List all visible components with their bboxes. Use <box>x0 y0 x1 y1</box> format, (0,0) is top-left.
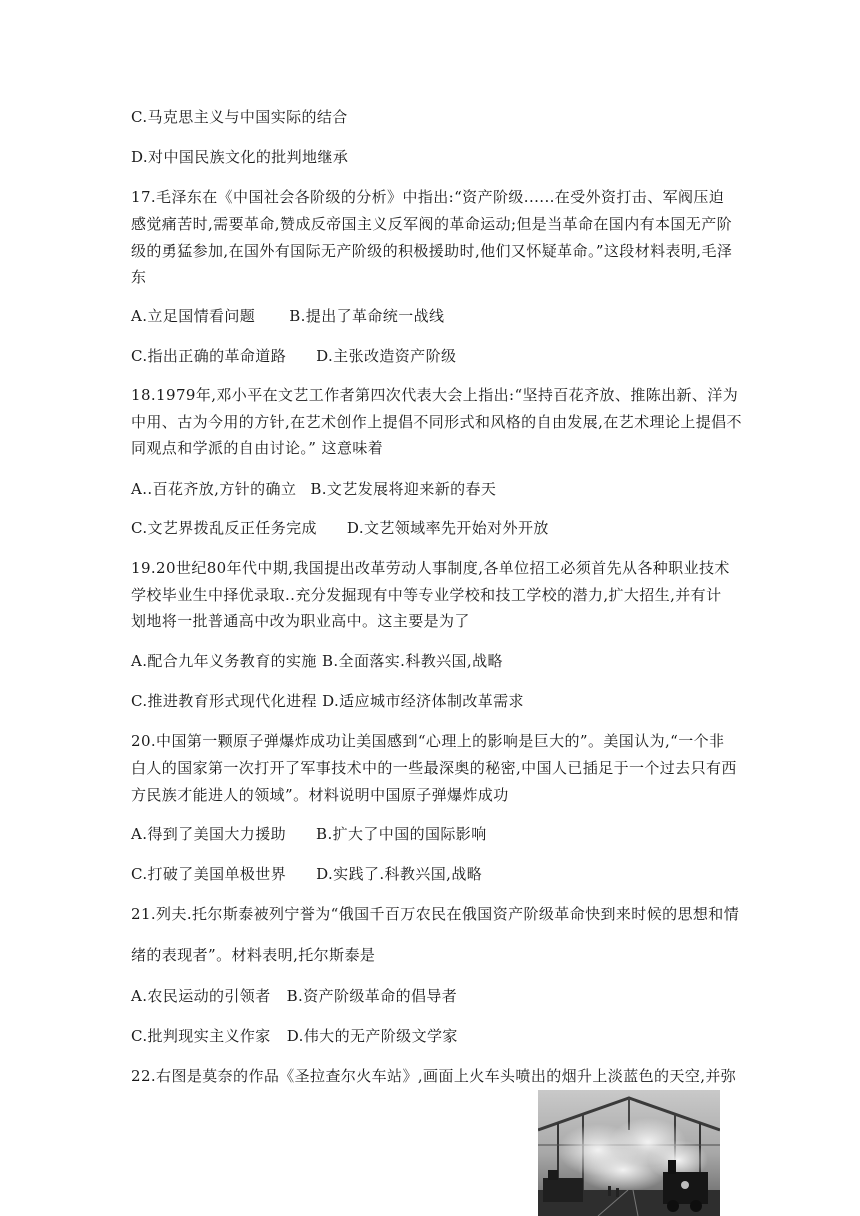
q21-option-c: C.批判现实主义作家 <box>131 1027 271 1045</box>
q19-options-ab: A.配合九年义务教育的实施 B.全面落实.科教兴国,战略 <box>131 652 503 670</box>
q21-option-d: D.伟大的无产阶级文学家 <box>286 1027 458 1045</box>
q17-option-b: B.提出了革命统一战线 <box>289 307 445 325</box>
q18-options-cd <box>131 518 549 538</box>
q21-stem-line-2: 绪的表现者”。材料表明,托尔斯泰是 <box>131 946 376 964</box>
q17-stem-line-2: 感觉痛苦时,需要革命,赞成反帝国主义反军阀的革命运动;但是当革命在国内有本国无产阶 <box>131 215 732 233</box>
q19-stem-line-1: 19.20世纪80年代中期,我国提出改革劳动人事制度,各单位招工必须首先从各种职业技术 <box>131 559 730 577</box>
q18-option-a: A..百花齐放,方针的确立 <box>131 480 297 498</box>
q18-option-c: C.文艺界拨乱反正任务完成 <box>131 519 317 537</box>
q19-stem-line-2: 学校毕业生中择优录取..充分发掘现有中等专业学校和技工学校的潜力,扩大招生,并有计 <box>131 586 722 604</box>
q18-stem-line-3: 同观点和学派的自由讨论。” 这意味着 <box>131 439 384 457</box>
q18-stem-line-1: 18.1979年,邓小平在文艺工作者第四次代表大会上指出:“坚持百花齐放、推陈出新、洋为 <box>131 386 739 404</box>
q17-option-d: D.主张改造资产阶级 <box>316 347 457 365</box>
q20-option-a: A.得到了美国大力援助 <box>131 825 287 843</box>
q19-stem-line-3: 划地将一批普通高中改为职业高中。这主要是为了 <box>131 612 470 630</box>
q20-stem-line-2: 白人的国家第一次打开了军事技术中的一些最深奥的秘密,中国人已插足于一个过去只有西 <box>131 759 737 777</box>
q18-options-ab <box>131 479 496 499</box>
q17-stem-line-4: 东 <box>131 268 147 286</box>
q21-options-ab <box>131 986 457 1006</box>
q20-options-ab <box>131 824 487 844</box>
q17-options-cd <box>131 346 456 366</box>
q20-options-cd <box>131 864 482 884</box>
q17-option-a: A.立足国情看问题 <box>131 307 256 325</box>
q16-option-d: D.对中国民族文化的批判地继承 <box>131 148 349 166</box>
q20-stem-line-3: 方民族才能进人的领域”。材料说明中国原子弹爆炸成功 <box>131 786 509 804</box>
q16-option-c: C.马克思主义与中国实际的结合 <box>131 108 348 126</box>
q20-option-b: B.扩大了中国的国际影响 <box>316 825 487 843</box>
q17-stem-line-3: 级的勇猛参加,在国外有国际无产阶级的积极援助时,他们又怀疑革命。”这段材料表明,毛泽 <box>131 242 733 260</box>
q22-stem-line-1: 22.右图是莫奈的作品《圣拉查尔火车站》,画面上火车头喷出的烟升上淡蓝色的天空,并弥 <box>131 1067 737 1085</box>
q21-option-a: A.农民运动的引领者 <box>131 987 271 1005</box>
q18-option-d: D.文艺领域率先开始对外开放 <box>346 519 549 537</box>
q20-option-c: C.打破了美国单极世界 <box>131 865 287 883</box>
q20-stem-line-1: 20.中国第一颗原子弹爆炸成功让美国感到“心理上的影响是巨大的”。美国认为,“一个非 <box>131 732 725 750</box>
q17-stem-line-1: 17.毛泽东在《中国社会各阶级的分析》中指出:“资产阶级......在受外资打击、军阀压迫 <box>131 188 725 206</box>
q18-option-b: B.文艺发展将迎来新的春天 <box>310 480 497 498</box>
q21-stem-line-1: 21.列夫.托尔斯泰被列宁誉为“俄国千百万农民在俄国资产阶级革命快到来时候的思想和情 <box>131 905 740 923</box>
gare-saint-lazare-painting <box>538 1090 720 1216</box>
q20-option-d: D.实践了.科教兴国,战略 <box>316 865 483 883</box>
q17-option-c: C.指出正确的革命道路 <box>131 347 287 365</box>
q18-stem-line-2: 中用、古为今用的方针,在艺术创作上提倡不同形式和风格的自由发展,在艺术理论上提倡不 <box>131 413 742 431</box>
q17-options-ab <box>131 306 444 326</box>
q21-option-b: B.资产阶级革命的倡导者 <box>286 987 458 1005</box>
q19-options-cd: C.推进教育形式现代化进程 D.适应城市经济体制改革需求 <box>131 692 524 710</box>
q21-options-cd <box>131 1026 458 1046</box>
